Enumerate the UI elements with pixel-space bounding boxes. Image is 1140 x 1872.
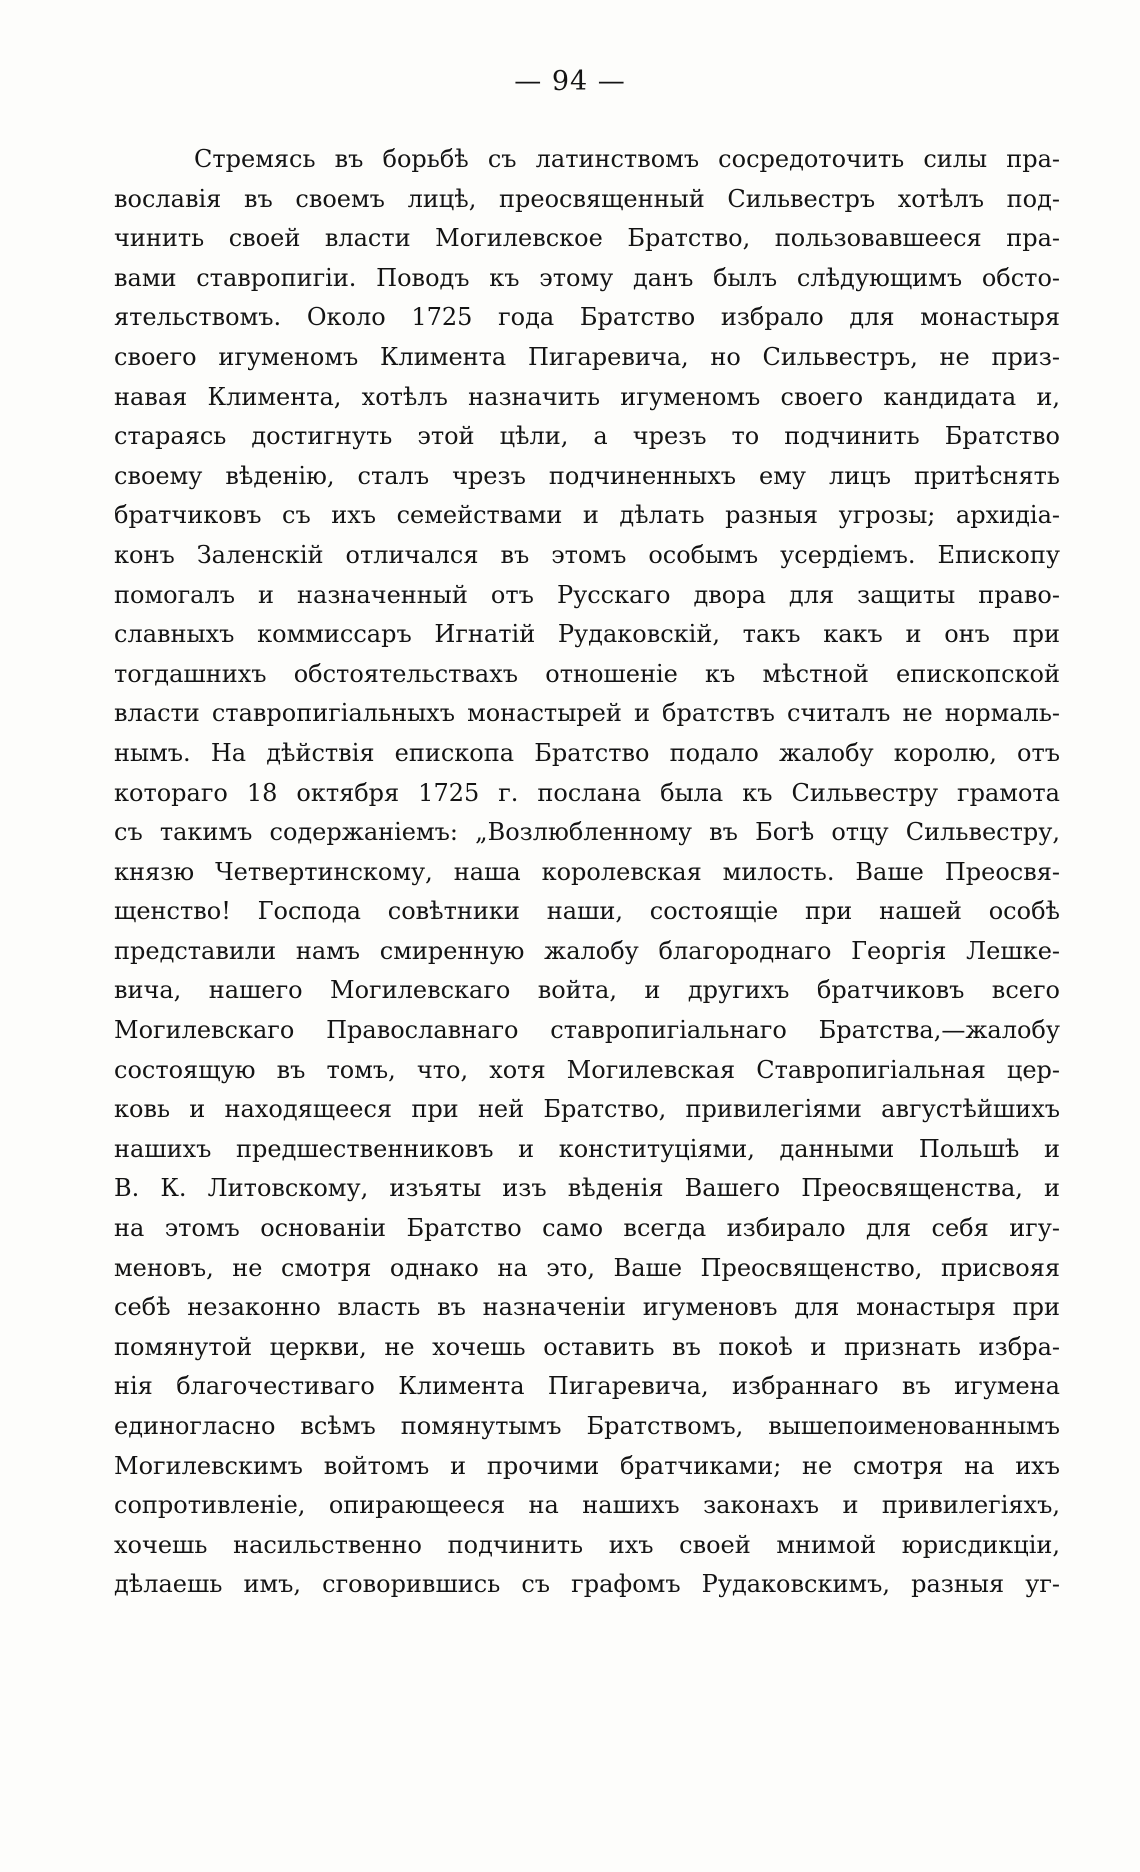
- text-line: единогласно всѣмъ помянутымъ Братствомъ, вышепоименованнымъ: [114, 1412, 1060, 1440]
- text-line: вича, нашего Могилевскаго войта, и другихъ братчиковъ всего: [114, 976, 1060, 1005]
- text-line: чинить своей власти Могилевское Братство, пользовавшееся пра-: [114, 224, 1060, 253]
- text-line: себѣ незаконно власть въ назначеніи игуменовъ для монастыря при: [114, 1293, 1060, 1322]
- text-line: Могилевскимъ войтомъ и прочими братчиками; не смотря на ихъ: [114, 1451, 1060, 1480]
- text-line: помянутой церкви, не хочешь оставить въ покоѣ и признать избра-: [114, 1332, 1060, 1361]
- text-line: Стремясь въ борьбѣ съ латинствомъ сосредоточить силы пра-: [194, 145, 1060, 173]
- text-line: вами ставропигіи. Поводъ къ этому данъ былъ слѣдующимъ обсто-: [114, 263, 1060, 292]
- text-line: помогалъ и назначенный отъ Русскаго двора для защиты право-: [114, 580, 1060, 609]
- text-line: представили намъ смиренную жалобу благороднаго Георгія Лешке-: [114, 936, 1060, 965]
- text-line: хочешь насильственно подчинить ихъ своей мнимой юрисдикціи,: [114, 1530, 1060, 1559]
- text-line: Могилевскаго Православнаго ставропигіальнаго Братства,—жалобу: [114, 1016, 1060, 1045]
- text-line: нашихъ предшественниковъ и конституціями, данными Польшѣ и: [114, 1134, 1060, 1163]
- text-line: меновъ, не смотря однако на это, Ваше Преосвященство, присвояя: [114, 1253, 1060, 1282]
- text-line: своего игуменомъ Климента Пигаревича, но Сильвестръ, не приз-: [114, 342, 1060, 371]
- text-line: своему вѣденію, сталъ чрезъ подчиненныхъ ему лицъ притѣснять: [114, 461, 1060, 490]
- text-line: славныхъ коммиссаръ Игнатій Рудаковскій, такъ какъ и онъ при: [114, 620, 1060, 649]
- text-line: князю Четвертинскому, наша королевская милость. Ваше Преосвя-: [114, 857, 1060, 886]
- body-text: [114, 140, 1060, 1605]
- text-line: нія благочестиваго Климента Пигаревича, избраннаго въ игумена: [114, 1372, 1060, 1401]
- text-line: власти ставропигіальныхъ монастырей и братствъ считалъ не нормаль-: [114, 699, 1060, 728]
- text-line: щенство! Господа совѣтники наши, состоящіе при нашей особѣ: [114, 897, 1060, 926]
- page-number: — 94 —: [514, 66, 626, 97]
- text-line: конъ Заленскій отличался въ этомъ особымъ усердіемъ. Епископу: [114, 540, 1060, 569]
- text-line: В. К. Литовскому, изъяты изъ вѣденія Вашего Преосвященства, и: [114, 1174, 1060, 1203]
- text-line: на этомъ основаніи Братство само всегда избирало для себя игу-: [114, 1214, 1060, 1243]
- text-line: братчиковъ съ ихъ семействами и дѣлать разныя угрозы; архидіа-: [114, 501, 1060, 530]
- text-line: съ такимъ содержаніемъ: „Возлюбленному въ Богѣ отцу Сильвестру,: [114, 818, 1060, 847]
- text-line: ятельствомъ. Около 1725 года Братство избрало для монастыря: [114, 303, 1060, 332]
- text-line: дѣлаешь имъ, сговорившись съ графомъ Рудаковскимъ, разныя уг-: [114, 1570, 1060, 1599]
- text-line: вославія въ своемъ лицѣ, преосвященный Сильвестръ хотѣлъ под-: [114, 184, 1060, 213]
- text-line: ковь и находящееся при ней Братство, привилегіями августѣйшихъ: [114, 1095, 1060, 1124]
- text-line: тогдашнихъ обстоятельствахъ отношеніе къ мѣстной епископской: [114, 659, 1060, 688]
- text-line: состоящую въ томъ, что, хотя Могилевская Ставропигіальная цер-: [114, 1055, 1060, 1084]
- text-line: нымъ. На дѣйствія епископа Братство подало жалобу королю, отъ: [114, 738, 1060, 767]
- text-line: стараясь достигнуть этой цѣли, а чрезъ то подчинить Братство: [114, 422, 1060, 451]
- text-line: сопротивленіе, опирающееся на нашихъ законахъ и привилегіяхъ,: [114, 1491, 1060, 1520]
- text-line: котораго 18 октября 1725 г. послана была къ Сильвестру грамота: [114, 778, 1060, 807]
- text-line: навая Климента, хотѣлъ назначить игуменомъ своего кандидата и,: [114, 382, 1060, 411]
